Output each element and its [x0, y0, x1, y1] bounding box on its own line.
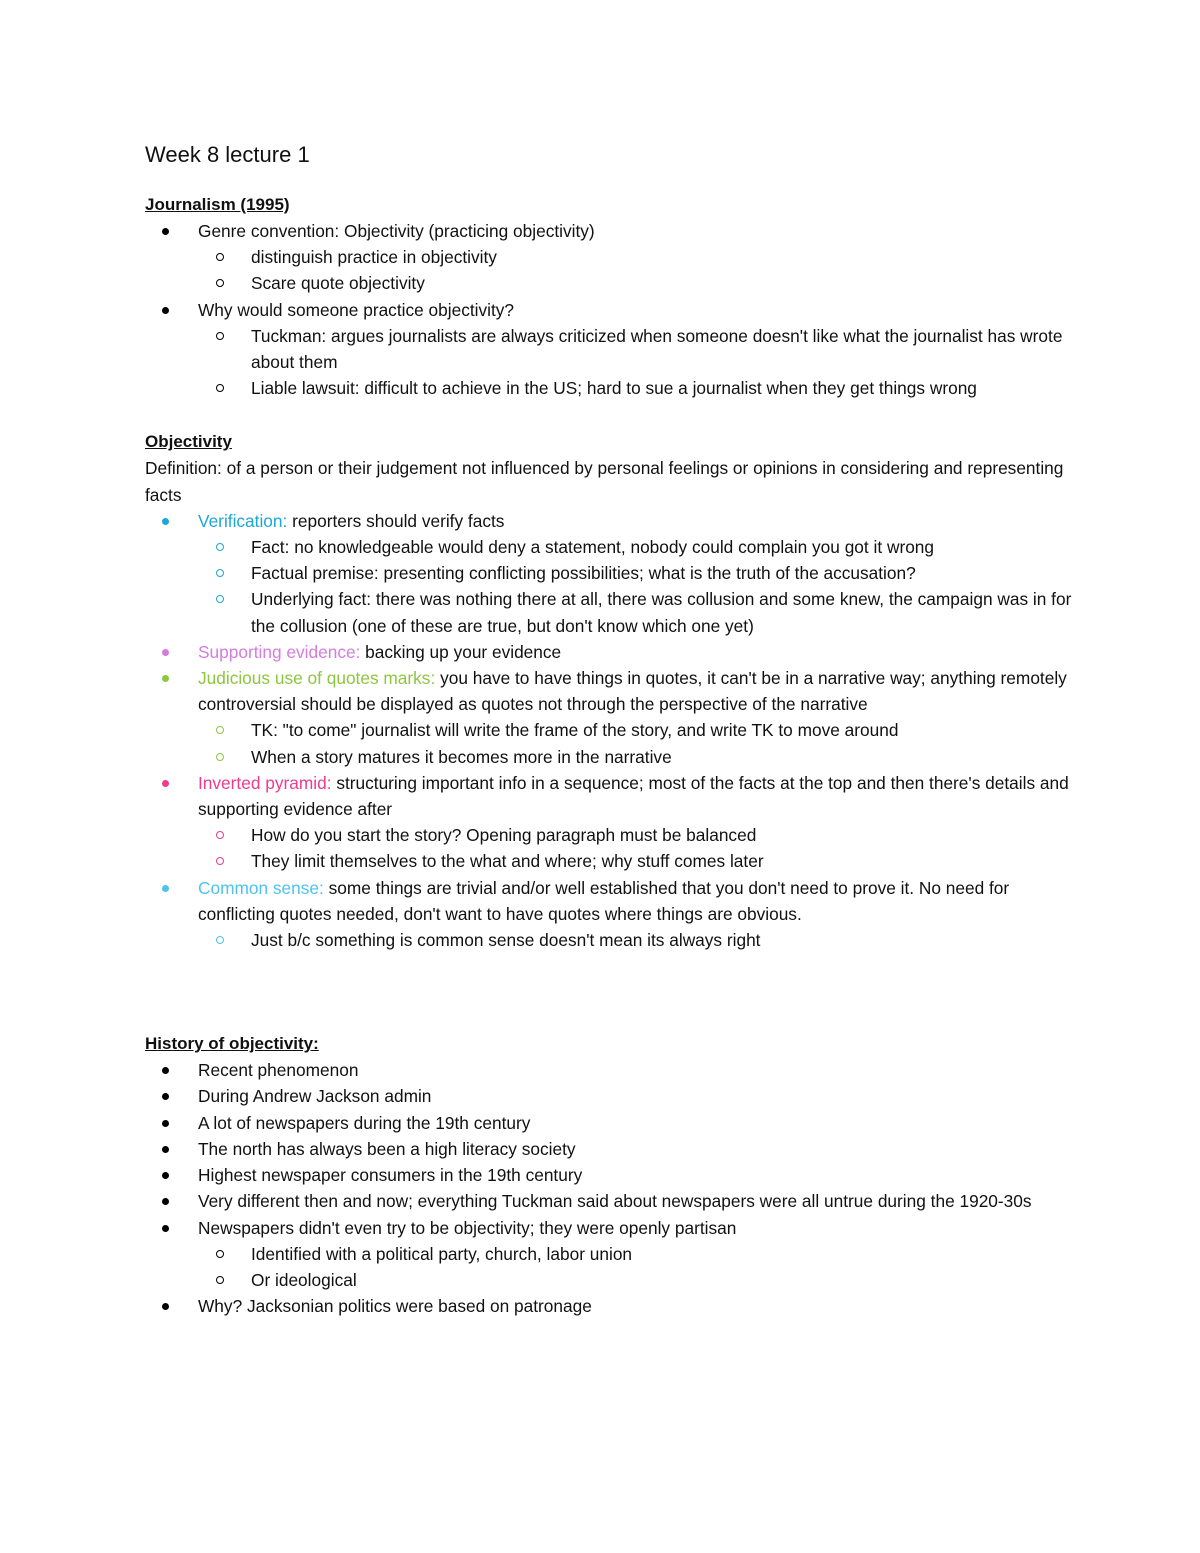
list-item — [145, 508, 1075, 534]
bullet-icon — [162, 1303, 169, 1310]
sub-list-item — [145, 717, 1075, 743]
item-text: Why? Jacksonian politics were based on patronage — [198, 1296, 592, 1317]
bullet-icon — [162, 1067, 169, 1074]
sub-list-item — [145, 586, 1075, 638]
sub-item-text: Tuckman: argues journalists are always criticized when someone doesn't like what the journalist has wrote about them — [251, 325, 1063, 373]
bullet-icon — [162, 307, 169, 314]
item-text: reporters should verify facts — [287, 510, 505, 531]
hollow-bullet-icon — [216, 595, 224, 603]
item-text: Recent phenomenon — [198, 1060, 359, 1081]
hollow-bullet-icon — [216, 726, 224, 734]
item-text: Why would someone practice objectivity? — [198, 299, 515, 320]
list-item — [145, 639, 1075, 665]
item-text: Genre convention: Objectivity (practicing objectivity) — [198, 221, 595, 241]
hollow-bullet-icon — [216, 857, 224, 865]
sub-item-text: Underlying fact: there was nothing there at all, there was collusion and some knew, the campaign was in for the collusion (one of these are true, but don't know which one yet) — [251, 589, 1072, 636]
bullet-icon — [162, 1198, 169, 1205]
item-label: Judicious use of quotes marks: — [198, 668, 436, 689]
item-text: backing up your evidence — [360, 641, 562, 662]
sub-list-item — [145, 822, 1075, 848]
list-item — [145, 1215, 1075, 1241]
sub-list-item — [145, 744, 1075, 770]
sub-list-item — [145, 927, 1075, 953]
item-text: structuring important info in a sequence; most of the facts at the top and then there's details and supporting evidence after — [198, 772, 1069, 820]
hollow-bullet-icon — [216, 543, 224, 551]
hollow-bullet-icon — [216, 279, 224, 287]
item-text: During Andrew Jackson admin — [198, 1086, 432, 1107]
item-text: some things are trivial and/or well established that you don't need to prove it. No need for conflicting quotes needed, don't want to have quotes where things are obvious. — [198, 877, 1010, 924]
bullet-icon — [162, 1225, 169, 1232]
list-item — [145, 1136, 1075, 1162]
sub-item-text: Identified with a political party, church, labor union — [251, 1243, 633, 1264]
list-item — [145, 1162, 1075, 1188]
journalism-list — [145, 218, 1075, 401]
hollow-bullet-icon — [216, 831, 224, 839]
sub-item-text: Just b/c something is common sense doesn't mean its always right — [251, 930, 761, 951]
hollow-bullet-icon — [216, 1250, 224, 1258]
sub-item-text: Scare quote objectivity — [251, 273, 425, 294]
sub-item-text: Factual premise: presenting conflicting possibilities; what is the truth of the accusation? — [251, 563, 916, 584]
sub-list-item — [145, 270, 1075, 296]
item-text: Highest newspaper consumers in the 19th century — [198, 1165, 583, 1186]
hollow-bullet-icon — [216, 1276, 224, 1284]
item-label: Common sense: — [198, 877, 324, 898]
section-heading-objectivity: Objectivity — [145, 432, 232, 452]
item-text: The north has always been a high literacy society — [198, 1138, 576, 1159]
item-label: Verification: — [198, 510, 288, 531]
bullet-icon — [162, 885, 169, 892]
item-text: you have to have things in quotes, it can't be in a narrative way; anything remotely controversial should be displayed as quotes not through the perspective of the narrative — [198, 668, 1067, 715]
sub-item-text: Liable lawsuit: difficult to achieve in the US; hard to sue a journalist when they get things wrong — [251, 378, 977, 399]
sub-list-item — [145, 1267, 1075, 1293]
hollow-bullet-icon — [216, 936, 224, 944]
item-text: Very different then and now; everything Tuckman said about newspapers were all untrue during the 1920-30s — [198, 1191, 1032, 1212]
item-label: Inverted pyramid: — [198, 772, 332, 793]
bullet-icon — [162, 518, 169, 525]
sub-item-text: They limit themselves to the what and where; why stuff comes later — [251, 851, 764, 872]
hollow-bullet-icon — [216, 569, 224, 577]
bullet-icon — [162, 649, 169, 656]
item-text: A lot of newspapers during the 19th century — [198, 1112, 531, 1133]
list-item — [145, 665, 1075, 717]
section-heading-history: History of objectivity: — [145, 1034, 319, 1054]
item-label: Supporting evidence: — [198, 641, 361, 662]
sub-list-item — [145, 534, 1075, 560]
sub-list-item — [145, 375, 1075, 401]
page-title: Week 8 lecture 1 — [145, 142, 310, 167]
bullet-icon — [162, 1093, 169, 1100]
hollow-bullet-icon — [216, 332, 224, 340]
section-heading-journalism: Journalism (1995) — [145, 195, 290, 214]
objectivity-list — [145, 508, 1075, 953]
list-item — [145, 1083, 1075, 1109]
sub-list-item — [145, 323, 1075, 375]
bullet-icon — [162, 1172, 169, 1179]
bullet-icon — [162, 675, 169, 682]
sub-item-text: When a story matures it becomes more in the narrative — [251, 746, 672, 767]
sub-item-text: distinguish practice in objectivity — [251, 247, 497, 268]
sub-item-text: How do you start the story? Opening paragraph must be balanced — [251, 825, 757, 846]
sub-list-item — [145, 1241, 1075, 1267]
bullet-icon — [162, 1146, 169, 1153]
list-item — [145, 1188, 1075, 1214]
hollow-bullet-icon — [216, 753, 224, 761]
list-item — [145, 297, 1075, 323]
list-item — [145, 1110, 1075, 1136]
hollow-bullet-icon — [216, 253, 224, 261]
sub-item-text: TK: "to come" journalist will write the frame of the story, and write TK to move around — [251, 720, 899, 741]
document-page — [145, 140, 1075, 1319]
objectivity-definition: Definition: of a person or their judgement not influenced by personal feelings or opinions in considering and representing facts — [145, 458, 1064, 505]
bullet-icon — [162, 780, 169, 787]
list-item — [145, 1057, 1075, 1083]
list-item — [145, 218, 1075, 244]
sub-item-text: Or ideological — [251, 1269, 357, 1290]
sub-list-item — [145, 560, 1075, 586]
sub-list-item — [145, 244, 1075, 270]
list-item — [145, 770, 1075, 822]
sub-list-item — [145, 848, 1075, 874]
item-text: Newspapers didn't even try to be objectivity; they were openly partisan — [198, 1217, 737, 1238]
list-item — [145, 1293, 1075, 1319]
sub-item-text: Fact: no knowledgeable would deny a statement, nobody could complain you got it wrong — [251, 537, 935, 558]
bullet-icon — [162, 228, 169, 235]
list-item — [145, 875, 1075, 927]
hollow-bullet-icon — [216, 384, 224, 392]
bullet-icon — [162, 1120, 169, 1127]
history-list — [145, 1057, 1075, 1319]
